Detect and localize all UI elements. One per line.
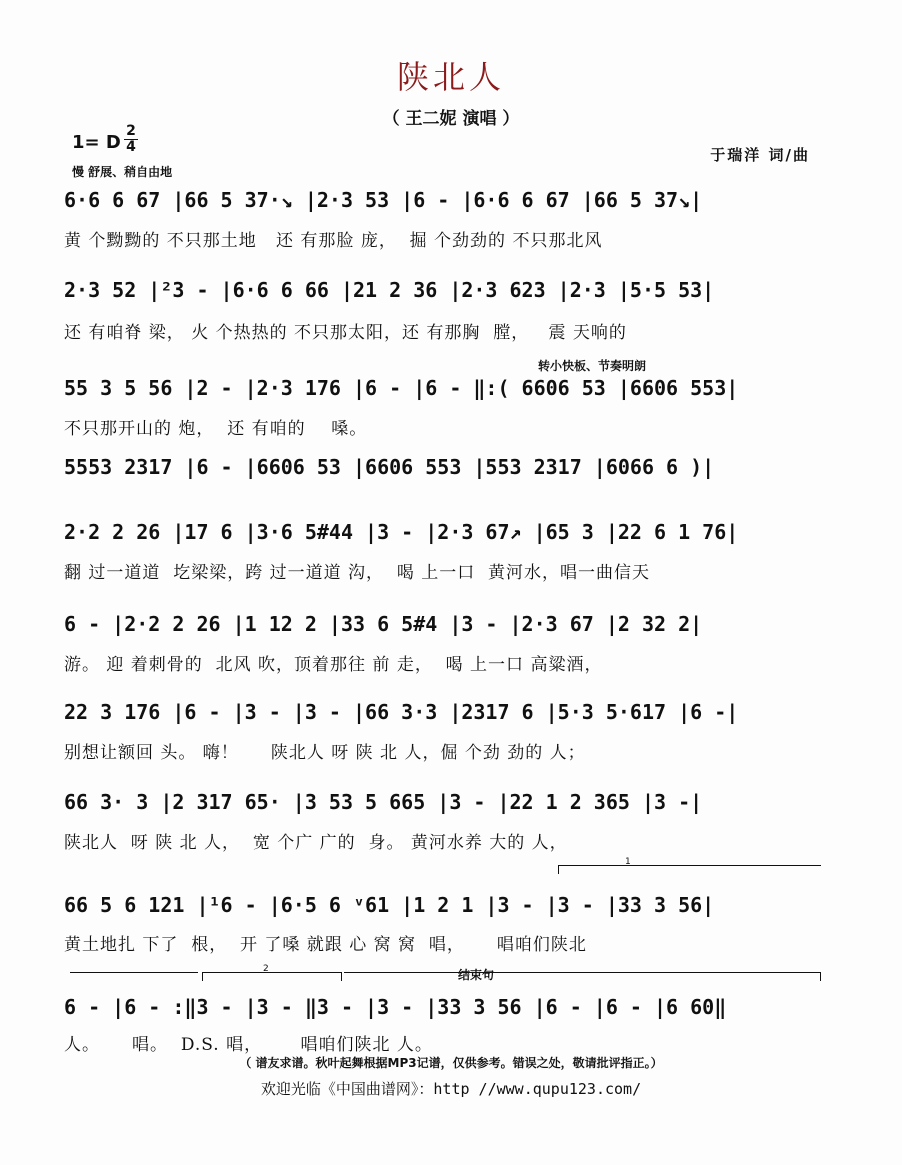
tempo-change-marking: 转小快板、节奏明朗 [538, 359, 647, 373]
lyrics-row: 翻 过一道道 圪梁梁，跨 过一道道 沟， 喝 上一口 黄河水，唱一曲信天 [64, 563, 651, 583]
tempo-marking: 慢 舒展、稍自由地 [72, 165, 173, 179]
notation-row: 2·2 2 26 |17 6 |3·6 5#44 |3 - |2·3 67↗ |65 3 |22 6 1 76| [64, 520, 739, 544]
score-title: 陕北人 [396, 58, 505, 96]
notation-row: 55 3 5 56 |2 - |2·3 176 |6 - |6 - ‖:( 6606 53 |6606 553| [64, 376, 739, 400]
notation-row: 66 3· 3 |2 317 65· |3 53 5 665 |3 - |22 1 2 365 |3 -| [64, 790, 703, 814]
lyrics-row: 陕北人 呀 陕 北 人， 宽 个广 广的 身。 黄河水养 大的 人， [64, 833, 568, 853]
notation-row: 22 3 176 |6 - |3 - |3 - |66 3·3 |2317 6 |5·3 5·617 |6 -| [64, 700, 739, 724]
notation-row: 6 - |6 - :‖3 - |3 - ‖3 - |3 - |33 3 56 |6 - |6 - |6 60‖ [64, 995, 727, 1019]
lyrics-row: 黄土地扎 下了 根， 开 了嗓 就跟 心 窝 窝 唱， 唱咱们陕北 [64, 935, 587, 955]
notation-row: 66 5 6 121 |¹6 - |6·5 6 ᵛ61 |1 2 1 |3 - |3 - |33 3 56| [64, 893, 715, 917]
notation-row: 6 - |2·2 2 26 |1 12 2 |33 6 5#4 |3 - |2·3 67 |2 32 2| [64, 612, 703, 636]
website-credit: 欢迎光临《中国曲谱网》：http //www.qupu123.com/ [260, 1080, 642, 1098]
lyrics-row: 游。 迎 着刺骨的 北风 吹，顶着那往 前 走， 喝 上一口 高粱酒， [64, 655, 603, 675]
volta-first-ending-continued [70, 972, 198, 981]
volta-number: 2 [263, 964, 269, 974]
author-credit: 于瑞洋 词/曲 [710, 146, 810, 164]
volta-second-ending [202, 964, 342, 981]
singer-credit: （ 王二妮 演唱 ） [382, 109, 520, 129]
notation-row: 6·6 6 67 |66 5 37·↘ |2·3 53 |6 - |6·6 6 67 |66 5 37↘| [64, 188, 703, 212]
notation-row: 5553 2317 |6 - |6606 53 |6606 553 |553 2317 |6066 6 )| [64, 455, 715, 479]
lyrics-row: 别想让额回 头。 嗨！ 陕北人 呀 陕 北 人，倔 个劲 劲的 人； [64, 743, 586, 763]
ending-label: 结束句 [458, 968, 495, 982]
lyrics-row: 黄 个黝黝的 不只那土地 还 有那脸 庞， 掘 个劲劲的 不只那北风 [64, 231, 603, 251]
volta-first-ending [558, 857, 821, 874]
lyrics-row: 还 有咱脊 梁， 火 个热热的 不只那太阳，还 有那胸 膛， 震 天响的 [64, 323, 627, 343]
footnote: （ 谱友求谱。秋叶起舞根据MP3记谱，仅供参考。错误之处，敬请批评指正。） [239, 1056, 663, 1070]
volta-number: 1 [625, 857, 631, 867]
notation-row: 2·3 52 |²3 - |6·6 6 66 |21 2 36 |2·3 623 |2·3 |5·5 53| [64, 278, 715, 302]
meter-top: 2 [124, 124, 138, 140]
meter-bottom: 4 [126, 139, 136, 155]
lyrics-row: 人。 唱。 D.S. 唱， 唱咱们陕北 人。 [64, 1035, 433, 1055]
coda-bracket [344, 972, 821, 981]
time-signature [124, 124, 138, 155]
key-signature: 1= D [72, 132, 121, 153]
lyrics-row: 不只那开山的 炮， 还 有咱的 嗓。 [64, 419, 368, 439]
